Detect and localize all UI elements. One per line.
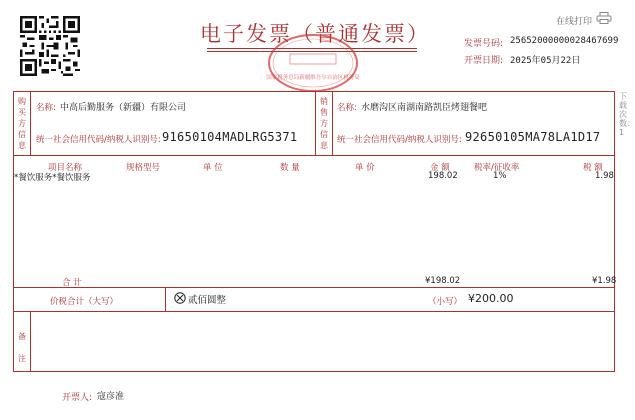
buyer-name-label: 名称:: [36, 103, 56, 113]
issue-date: 2025年05月22日: [510, 56, 581, 66]
item-tax-rate: 1%: [493, 171, 507, 181]
col-unit-price: 单 价: [355, 163, 375, 173]
cross-circle-icon: [174, 292, 186, 304]
divider-buyer-side: [30, 91, 31, 155]
item-name: *餐饮服务*餐饮服务: [14, 173, 91, 183]
seller-tax-label: 统一社会信用代码/纳税人识别号:: [337, 135, 462, 145]
col-amount: 金 额: [430, 163, 450, 173]
printer-icon[interactable]: [596, 12, 612, 24]
issue-date-label: 开票日期:: [464, 56, 504, 66]
invoice-number: 25652000000028467699: [510, 36, 619, 46]
seller-tax-id: 92650105MA78LA1D17: [465, 130, 601, 144]
seller-name-label: 名称:: [337, 103, 357, 113]
divider-parties: [13, 155, 615, 156]
col-quantity: 数 量: [280, 163, 300, 173]
divider-middle: [315, 91, 316, 155]
totals-amount: ¥198.02: [425, 276, 461, 286]
seller-side-label: 销售方信息: [320, 97, 328, 150]
buyer-tax-id: 91650104MADLRG5371: [162, 130, 298, 144]
col-spec: 规格型号: [126, 163, 161, 173]
issuer-label: 开票人:: [62, 393, 93, 403]
grand-total-small-label: （小写）: [428, 297, 463, 307]
totals-tax: ¥1.98: [592, 276, 617, 286]
col-item-name: 项目名称: [48, 163, 83, 173]
divider-remarks-side: [30, 311, 31, 372]
divider-grand-total: [13, 311, 615, 312]
qr-code: [20, 16, 80, 76]
totals-label: 合 计: [62, 278, 82, 288]
buyer-name: 中高后勤服务（新疆）有限公司: [60, 103, 187, 113]
grand-total-words: 贰佰圆整: [188, 295, 227, 306]
download-count: 下载次数：1: [619, 92, 635, 137]
buyer-side-label: 购买方信息: [18, 97, 26, 150]
remarks-side-label: 备注: [18, 332, 26, 363]
grand-total-amount: ¥200.00: [468, 292, 514, 305]
col-unit: 单 位: [203, 163, 223, 173]
divider-grand-label: [165, 287, 166, 311]
item-tax: 1.98: [595, 171, 614, 181]
tax-bureau-seal: [266, 32, 360, 94]
grand-total-label: 价税合计（大写）: [50, 297, 119, 307]
seller-name: 水磨沟区南湖南路凯臣烤翅餐吧: [361, 103, 488, 113]
issuer-name: 寇彦准: [97, 392, 125, 402]
invoice-title: 电子发票（普通发票）: [200, 22, 430, 46]
buyer-tax-label: 统一社会信用代码/纳税人识别号:: [36, 135, 161, 145]
col-tax-rate: 税率/征收率: [474, 163, 520, 173]
col-tax: 税 额: [583, 163, 603, 173]
invoice-number-label: 发票号码:: [464, 39, 504, 49]
svg-text:国家税务总局新疆维吾尔自治区税务局: 国家税务总局新疆维吾尔自治区税务局: [266, 75, 360, 81]
divider-seller-side: [332, 91, 333, 155]
print-online-link[interactable]: 在线打印: [556, 17, 593, 27]
item-amount: 198.02: [428, 171, 458, 181]
divider-totals: [13, 287, 615, 288]
